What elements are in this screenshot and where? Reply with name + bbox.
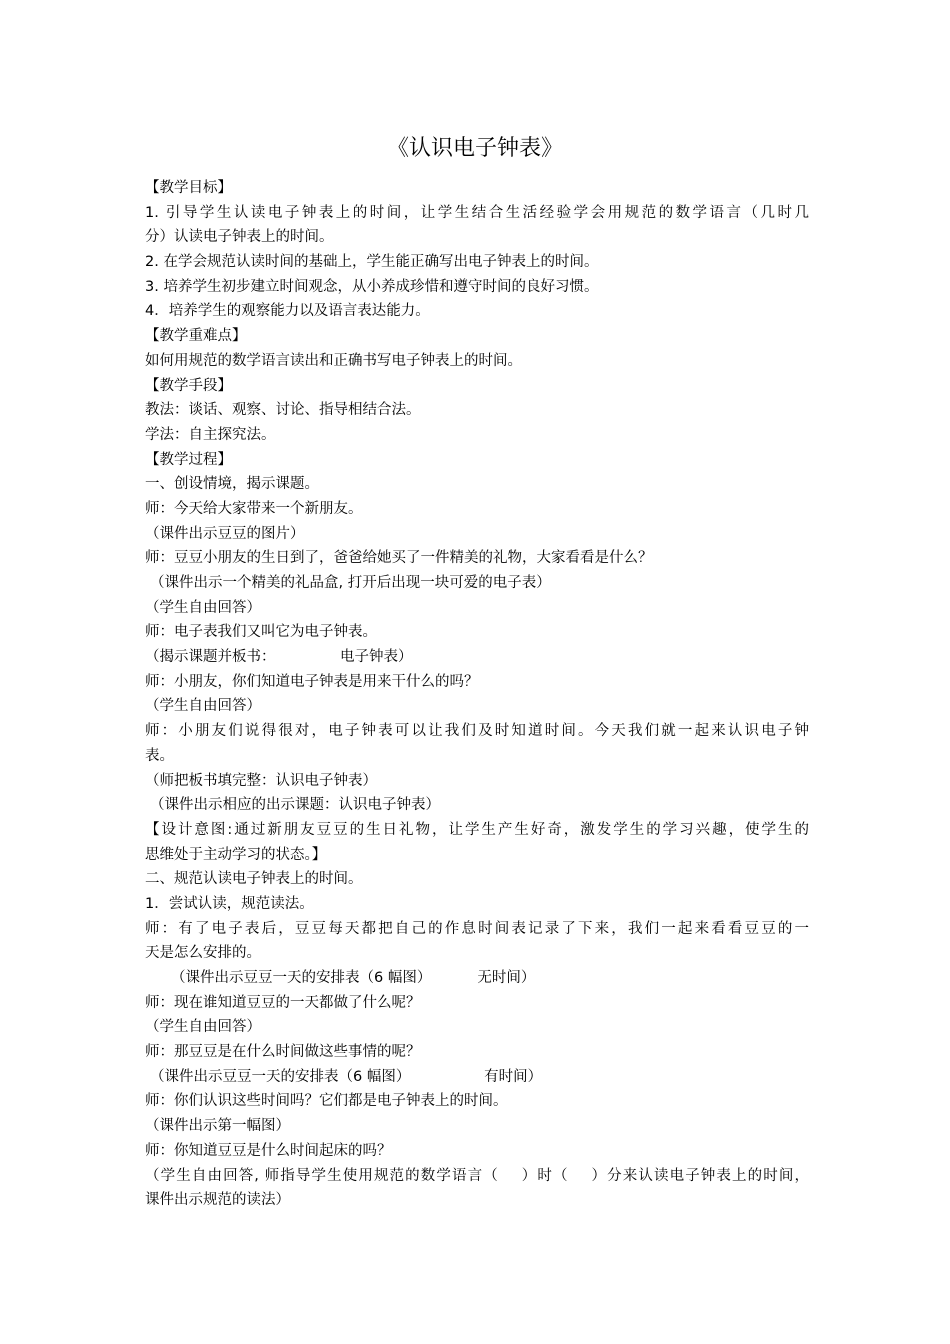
- paragraph-line: 二、规范认读电子钟表上的时间。: [145, 871, 363, 888]
- paragraph-line: 如何用规范的数学语言读出和正确书写电子钟表上的时间。: [145, 352, 522, 369]
- paragraph-line: 师：你们认识这些时间吗？它们都是电子钟表上的时间。: [145, 1093, 508, 1110]
- paragraph-line: 表。: [145, 747, 174, 764]
- paragraph-line: 2. 在学会规范认读时间的基础上，学生能正确写出电子钟表上的时间。: [145, 254, 599, 271]
- paragraph-line: （揭示课题并板书： 电子钟表）: [145, 649, 413, 666]
- section-heading-objectives: 【教学目标】: [145, 180, 232, 196]
- paragraph-line: 师：今天给大家带来一个新朋友。: [145, 500, 363, 517]
- section-heading-process: 【教学过程】: [145, 451, 232, 468]
- paragraph-line: （课件出示豆豆一天的安排表（6 幅图） 有时间）: [150, 1068, 543, 1085]
- paragraph-line: 1．尝试认读，规范读法。: [145, 895, 314, 912]
- paragraph-line: 师：豆豆小朋友的生日到了，爸爸给她买了一件精美的礼物，大家看看是什么？: [145, 550, 653, 567]
- paragraph-line: 教法：谈话、观察、讨论、指导相结合法。: [145, 402, 421, 419]
- paragraph-line: 师：小朋友，你们知道电子钟表是用来干什么的吗？: [145, 673, 479, 690]
- paragraph-line: 师：那豆豆是在什么时间做这些事情的呢？: [145, 1044, 421, 1061]
- paragraph-line: 师：小朋友们说得很对，电子钟表可以让我们及时知道时间。今天我们就一起来认识电子钟: [145, 723, 809, 740]
- paragraph-line: 师：电子表我们又叫它为电子钟表。: [145, 624, 377, 641]
- paragraph-line: （课件出示豆豆的图片）: [145, 525, 305, 542]
- paragraph-line: （师把板书填完整：认识电子钟表）: [145, 772, 377, 789]
- paragraph-line: 师：有了电子表后，豆豆每天都把自己的作息时间表记录了下来，我们一起来看看豆豆的一: [145, 920, 809, 937]
- paragraph-line: 师：现在谁知道豆豆的一天都做了什么呢？: [145, 994, 421, 1011]
- paragraph-line: 4．培养学生的观察能力以及语言表达能力。: [145, 303, 430, 320]
- document-title: 《认识电子钟表》: [386, 136, 563, 161]
- document-body: [145, 176, 809, 1213]
- paragraph-line: 分）认读电子钟表上的时间。: [145, 229, 334, 246]
- paragraph-line: （课件出示相应的出示课题：认识电子钟表）: [150, 797, 440, 814]
- paragraph-line: （学生自由回答）: [145, 599, 261, 616]
- paragraph-line: （学生自由回答）: [145, 1019, 261, 1036]
- section-heading-methods: 【教学手段】: [145, 377, 232, 394]
- paragraph-line: 1. 引导学生认读电子钟表上的时间，让学生结合生活经验学会用规范的数学语言（几时几: [145, 204, 809, 221]
- paragraph-line: 一、创设情境，揭示课题。: [145, 476, 319, 493]
- paragraph-line: 师：你知道豆豆是什么时间起床的吗？: [145, 1142, 392, 1159]
- paragraph-line: （课件出示第一幅图）: [145, 1118, 290, 1135]
- design-intent-line: 【设计意图:通过新朋友豆豆的生日礼物，让学生产生好奇，激发学生的学习兴趣，使学生的: [145, 821, 809, 838]
- paragraph-line: （学生自由回答, 师指导学生使用规范的数学语言（ ）时（ ）分来认读电子钟表上的时间，: [145, 1167, 809, 1184]
- paragraph-line: 课件出示规范的读法）: [145, 1192, 290, 1209]
- paragraph-line: 学法：自主探究法。: [145, 426, 276, 443]
- paragraph-line: 3. 培养学生初步建立时间观念，从小养成珍惜和遵守时间的良好习惯。: [145, 278, 599, 295]
- paragraph-line: 天是怎么安排的。: [145, 945, 261, 962]
- design-intent-line: 思维处于主动学习的状态。】: [145, 846, 327, 863]
- paragraph-line: （课件出示豆豆一天的安排表（6 幅图） 无时间）: [171, 970, 536, 986]
- section-heading-key-points: 【教学重难点】: [145, 328, 247, 345]
- paragraph-line: （课件出示一个精美的礼品盒, 打开后出现一块可爱的电子表）: [150, 575, 551, 591]
- paragraph-line: （学生自由回答）: [145, 698, 261, 715]
